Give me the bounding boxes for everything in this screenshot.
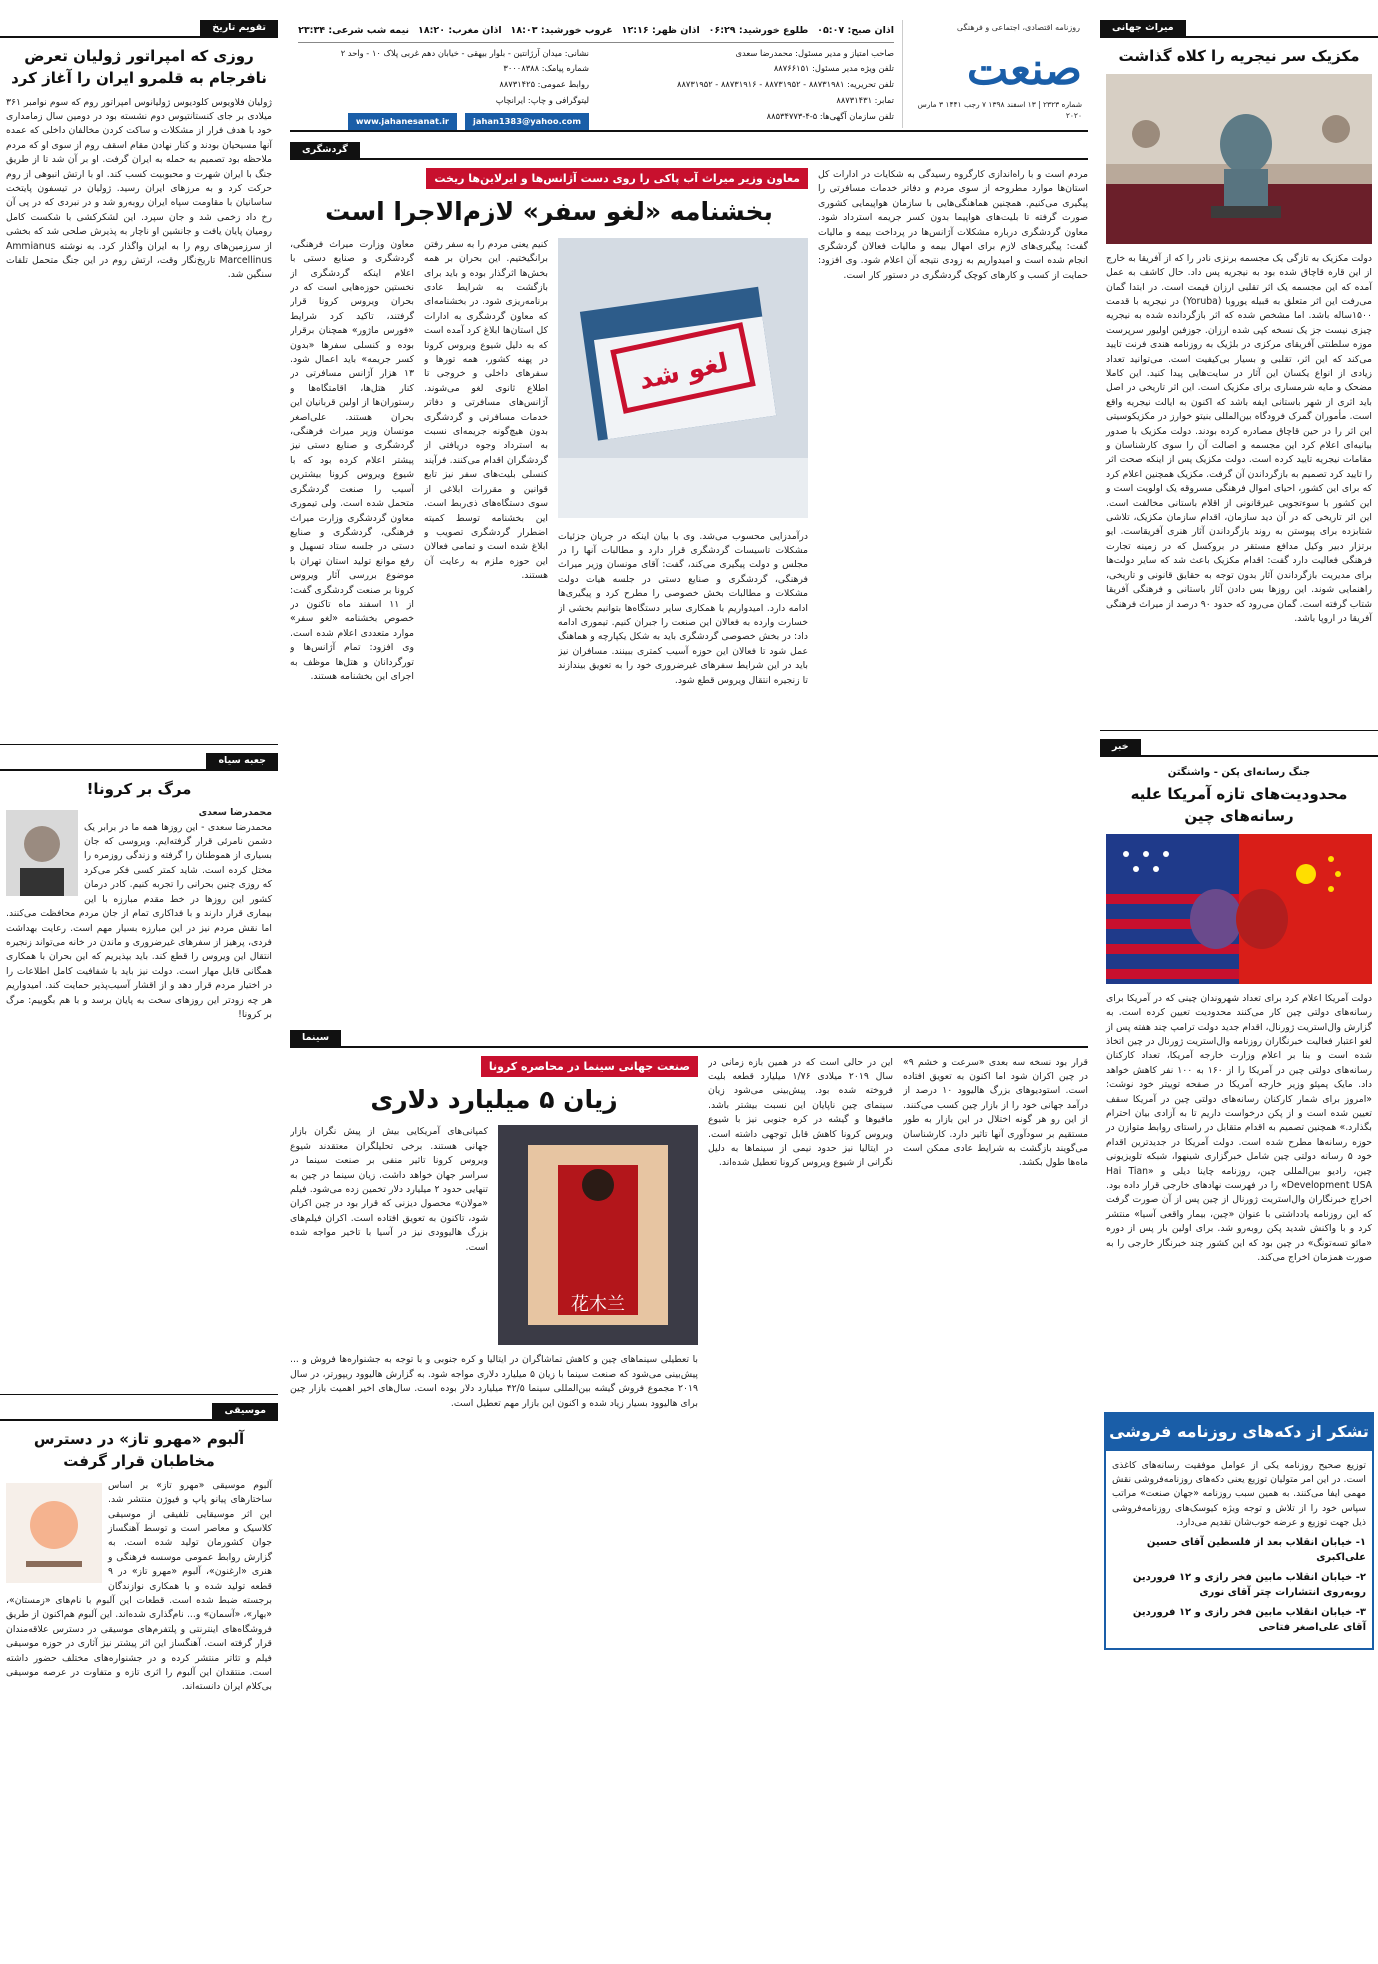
masthead-info <box>290 20 902 130</box>
article-column: مردم است و با راه‌اندازی کارگروه رسیدگی به شکایات در ادارات کل استان‌ها موارد مطروحه از سوی مردم و دفاتر خدمات مسافرتی را پیگیری می‌کنیم. همچنین هماهنگی‌هایی با سازمان هواپیمایی کشوری صورت گرفته تا بلیت‌های هواپیما بدون کسر جریمه استرداد شود. معاون گردشگری درباره مشکلات آژانس‌ها در پرداخت بیمه و مالیات گفت: پیگیری‌های لازم برای امهال بیمه و مالیات فعالان گردشگری انجام شده است و امیدواریم به زودی نتیجه آن اعلام شود. وی افزود: حمایت از کسب و کارهای کوچک گردشگری در دستور کار است. <box>818 169 1088 281</box>
issue-date: شماره ۲۳۲۳ | ۱۳ اسفند ۱۳۹۸ ۷ رجب ۱۴۴۱ ۳ مارس ۲۰۲۰ <box>917 99 1082 121</box>
story-kicker: معاون وزیر میراث آب پاکی را روی دست آژانس‌ها و ایرلاین‌ها ریخت <box>426 168 808 189</box>
section-tag: سینما <box>290 1030 1088 1048</box>
article-body: آلبوم موسیقی «مهرو تاز» بر اساس ساختارهای پیانو پاپ و فیوژن منتشر شد. این اثر موسیقایی تلفیقی از موسیقی کلاسیک و معاصر است و توسط آهنگساز جوان کشورمان تولید شده است. به گزارش روابط عمومی موسسه فرهنگی و هنری «ارغنون»، آلبوم «مهرو تاز» در ۹ قطعه تولید شده و با همکاری نوازندگان برجسته ضبط شده است. قطعات این آلبوم با نام‌های «زمستان»، «بهار»، «آسمان» و... نام‌گذاری شده‌اند. این آلبوم هم‌اکنون از طریق فروشگاه‌های اینترنتی و پلتفرم‌های موسیقی در دسترس علاقه‌مندان قرار گرفته است. آهنگساز این اثر پیشتر نیز آثاری در حوزه موسیقی فیلم و تئاتر منتشر کرده و در جشنواره‌های مختلف حضور داشته است. منتقدان این آلبوم را اثری تازه و متفاوت در عرصه موسیقی بی‌کلام ایران دانسته‌اند. <box>6 1479 272 1693</box>
left-rail <box>0 20 278 1964</box>
cancelled-passport-illustration <box>558 238 808 518</box>
article-column: با تعطیلی سینماهای چین و کاهش تماشاگران در ایتالیا و کره جنوبی و با توجه به جشنواره‌ها فروش و ... پیش‌بینی می‌شود که صنعت سینما با زیان ۵ میلیارد دلاری مواجه شود. به گزارش هالیوود ریپورتر، در سال ۲۰۱۹ مجموع فروش گیشه بین‌المللی سینما ۴۲/۵ میلیارد دلار بوده است. سال‌های اخیر اهمیت بازار چین برای هالیوود بسیار زیاد شده و اکنون این بازار مهم تعطیل است. <box>290 1354 698 1409</box>
article-column: کنیم یعنی مردم را به سفر رفتن برانگیختیم. این بحران بر همه بخش‌ها اثرگذار بوده و باید برای بازگشت به شرایط عادی برنامه‌ریزی شود. در بخشنامه‌ای که معاون گردشگری به ادارات کل استان‌ها ابلاغ کرد آمده است که به دلیل شیوع ویروس کرونا در پهنه کشور، همه تورها و سفرهای داخلی و خروجی تا اطلاع ثانوی لغو می‌شوند. آژانس‌های مسافرتی و دفاتر خدمات مسافرتی و گردشگری بدون هیچ‌گونه جریمه‌ای نسبت به استرداد وجوه دریافتی از گردشگران اقدام می‌کنند. فرآیند کنسلی بلیت‌های سفر نیز تابع قوانین و مقررات ابلاغی از سوی دستگاه‌های ذی‌ربط است. این بخشنامه توسط کمیته اضطرار گردشگری تصویب و ابلاغ شده است و تمامی فعالان این حوزه ملزم به رعایت آن هستند. <box>424 238 548 582</box>
statue-photo <box>1106 74 1372 244</box>
lead-story-main <box>290 168 808 1020</box>
divider <box>0 744 278 745</box>
prayer-times: اذان صبح: ۰۵:۰۷ طلوع خورشید: ۰۶:۲۹ اذان ظهر: ۱۲:۱۶ غروب خورشید: ۱۸:۰۳ اذان مغرب: ۱۸:۲۰ نیمه شب شرعی: ۲۳:۳۴ <box>298 24 894 43</box>
logo-block <box>902 20 1088 128</box>
album-cover-illustration <box>6 1483 102 1583</box>
section-tag: موسیقی <box>0 1403 278 1421</box>
article-body: محمدرضا سعدی محمدرضا سعدی - این روزها همه ما در برابر یک دشمن نامرئی قرار گرفته‌ایم. ویروسی که جان بسیاری از هموطنان را گرفته و زندگی روزمره را مختل کرده است. شاید کمتر کسی فکر می‌کرد که روزی چنین بحرانی را تجربه کنیم. کادر درمان کشور این روزها در خط مقدم مبارزه با این بیماری قرار دارند و با فداکاری تمام از جان مردم محافظت می‌کنند. اما نقش مردم نیز در این مبارزه بسیار مهم است. رعایت بهداشت فردی، پرهیز از سفرهای غیرضروری و ماندن در خانه می‌تواند زنجیره انتقال این ویروس را قطع کند. باید بپذیریم که این بحران با همکاری همگانی قابل مهار است. دولت نیز باید با شفافیت کامل اطلاعات را در اختیار مردم قرار دهد و از اقشار آسیب‌پذیر حمایت کند. امیدواریم هر چه زودتر این روزهای سخت به پایان برسد و با هم بگوییم: مرگ بر کرونا! <box>6 807 272 1020</box>
story-kicker: صنعت جهانی سینما در محاصره کرونا <box>481 1056 698 1077</box>
article-body: دولت مکزیک به تازگی یک مجسمه برنزی نادر را که از آفریقا به خارج از این قاره قاچاق شده بود به نیجریه پس داد. حال کاشف به عمل آمده که این مجسمه یک اثر تقلبی ارزان قیمت است. در ابتدا گمان می‌رفت این اثر متعلق به قبیله یوروبا (Yoruba) در نیجریه با قدمت ۱۵۰۰ساله باشد. اما مشخص شده که اثر بازگردانده شده به نیجریه چیزی نیست جز یک نسخه کپی شده ارزان. جوزفین اولیور سرپرست موزه سلطنتی آفریقای مرکزی در بلژیک به روزنامه هندی فرنت تایید می‌کند که این اثر، تقلبی و بسیار بی‌کیفیت است. می‌توانید تعداد زیادی از انواع یکسان این آثار در سایت‌هایی پیدا کنید. این کاملا مضحک و مایه شرمساری برای مکزیک است. این اثر تاریخی در اصل باید اثری از شهر باستانی ایفه باشد که اکنون به ایالت نیجریه واقع است. مأموران گمرک فرودگاه بین‌المللی بنیتو خوارز در مکزیکوسیتی این اثر را در حین قاچاق مصادره کرده بودند. دولت مکزیک با صدور بیانیه‌ای اعلام کرد این مجسمه و اصالت آن را سوی کارشناسان و مقامات نیجریه تایید کرده است. دولت مکزیک پس از اینکه صحت اثر را تایید کرد تصمیم به بازگرداندن آن گرفت. مکزیک همچنین اعلام کرد که برای این کشور، احیای اموال فرهنگی مسروقه یک اولویت است و این کشور با سوء‌تجویی غیرقانونی از اقلام باستانی مخالفت است. این اثر تاریخی که در آن دید سازمان، اقدام سازمان مکزیک، تلاشی شتابزده برای پیوستن به روند بازگرداندن آثار هنری آفریقاست. ایو برتزار دبیر وکیل مدافع مستقر در بروکسل که در زمینه تجارت فرهنگی فعالیت دارد گفت: اقدام مکزیک باعث شد که سایر دولت‌ها برای مدیریت بازگرداندن آثار بدون توجه به حقایق قانونی و تاریخی، راهنمایی شوند. این روزها بس دادن آثار باستانی و فرهنگی آفریقا شتاب گرفته است. گمان می‌رود که حدود ۹۰ درصد از میراث فرهنگی آفریقا در اروپا باشد. <box>1106 252 1372 624</box>
divider <box>0 1394 278 1395</box>
article-column: این در حالی است که در همین بازه زمانی در سال ۲۰۱۹ میلادی ۱/۷۶ میلیارد قطعه بلیت فروخته شده بود. پیش‌بینی می‌شود زیان سینمای چین ناپایان این نسبت بیشتر باشد. مافیوها و گیشه در کره جنوبی نیز با شیوع ویروس کرونا کاهش قابل توجهی داشته است. در ایتالیا نیز حدود نیمی از سینماها به دلیل نگرانی از شیوع ویروس کرونا تعطیل شده‌اند. <box>708 1056 893 1169</box>
poster-caption: 花木兰 <box>571 1294 625 1316</box>
story-headline: بخشنامه «لغو سفر» لازم‌الاجرا است <box>325 197 773 227</box>
article-title: مکزیک سر نیجریه را کلاه گذاشت <box>1118 47 1360 65</box>
story-headline: زیان ۵ میلیارد دلاری <box>370 1084 618 1114</box>
avatar <box>6 810 78 896</box>
article-kicker: جنگ رسانه‌ای پکن - واشنگتن <box>1167 766 1311 778</box>
article-title: مرگ بر کرونا! <box>86 779 192 798</box>
section-tag: گردشگری <box>290 142 1088 160</box>
masthead <box>290 20 1088 132</box>
article-title: آلبوم «مهرو تاز» در دسترس مخاطبان قرار گرفت <box>33 1430 245 1470</box>
article-title: روزی که امپراتور ژولیان تعرض نافرجام به قلمرو ایران را آغاز کرد <box>11 47 267 87</box>
article-column: معاون وزارت میراث فرهنگی، گردشگری و صنایع دستی با اعلام اینکه گردشگری از نخستین حوزه‌هایی است که در بحران ویروس کرونا قرار گرفتند، تاکید کرد شرایط «فورس ماژور» همچنان برقرار بوده و کنسلی سفرها «بدون کسر جریمه» باید اعمال شود. ۱۳ هزار آژانس مسافرتی در کنار هتل‌ها، اقامتگاه‌ها و رستوران‌ها از اولین قربانیان این بحران هستند. علی‌اصغر مونسان وزیر میراث فرهنگی، گردشگری و صنایع دستی نیز پیشتر اعلام کرده بود که با شیوع ویروس کرونا بیشترین آسیب را صنعت گردشگری متحمل شده است. ولی تیموری معاون گردشگری وزارت میراث فرهنگی، گردشگری و صنایع دستی در جلسه ستاد تسهیل و رفع موانع تولید استان تهران با موضوع بررسی آثار ویروس کرونا بر صنعت گردشگری گفت: از ۱۱ اسفند ماه تاکنون در خصوص بخشنامه «لغو سفر» موارد متعددی اعلام شده است. وی افزود: تمام آژانس‌ها و تورگردانان و هتل‌ها موظف به اجرای این بخشنامه هستند. <box>290 238 414 682</box>
thanks-body: توزیع صحیح روزنامه یکی از عوامل موفقیت رسانه‌های کاغذی است. در این امر متولیان توزیع یعنی دکه‌های روزنامه‌فروشی نقش مهمی ایفا می‌کنند. به همین سبب روزنامه «جهان صنعت» مراتب سپاس خود را از تلاش و توجه ویژه کیوسک‌های روزنامه‌فروشی ذیل جهت توزیع و عرضه خوب‌شان تقدیم می‌دارد. <box>1112 1459 1366 1529</box>
kiosk-item: ۱- خیابان انقلاب بعد از فلسطین آقای حسین علی‌اکبری <box>1146 1536 1366 1564</box>
kiosk-item: ۲- خیابان انقلاب مابین فخر رازی و ۱۲ فروردین روبه‌روی انتشارات چتر آقای نوری <box>1132 1571 1366 1599</box>
kiosk-item: ۳- خیابان انقلاب مابین فخر رازی و ۱۲ فروردین آقای علی‌اصغر فتاحی <box>1132 1606 1366 1634</box>
brand-tagline: روزنامه اقتصادی، اجتماعی و فرهنگی <box>956 23 1080 32</box>
lead-story-left <box>818 168 1088 1020</box>
center-column <box>290 20 1088 1964</box>
section-tag: تقویم تاریخ <box>0 20 278 38</box>
divider <box>1100 730 1378 731</box>
article-body: ژولیان فلاویوس کلودیوس ژولیانوس امپراتور روم که سوم نوامبر ۳۶۱ میلادی بر جای کنستانتیوس دوم نشسته بود در دومین سال زمامداری خود با هدف فرار از مشکلات و ساکت کردن مخالفان داخلی که عمده آنها مسیحیان بودند و کنار نهادن مقام اسقف روم از سوی او که مردم ملاحظه بود تصمیم به حمله به ایران گرفت. او بر آن شد تا از طریق جنگ با ایران شهرت و محبوبیت کسب کند. او با ارتش انبوهی از روم حرکت کرد و به مرزهای ایران رسید. ژولیان در تیسفون پایتخت ساسانیان با مقاومت سپاه ایران روبه‌رو شد و در نبردی که در پی آن رخ داد زخمی شد و جان سپرد. این لشکرکشی با شکست کامل رومیان پایان یافت و جانشین او ناچار به پذیرش صلحی شد که بخشی از سرزمین‌های روم را به ایران واگذار کرد. به نوشته Ammianus Marcellinus تاریخ‌نگار وقت، ارتش روم در این جنگ متحمل تلفات سنگین شد. <box>6 96 272 281</box>
right-rail <box>1100 20 1378 1964</box>
contact-info: صاحب امتیاز و مدیر مسئول: محمدرضا سعدی تلفن ویژه مدیر مسئول: ۸۸۷۶۶۱۵۱ تلفن تحریریه: ۸۸۷۳۱۹۸۱ - ۸۸۷۳۱۹۵۲ - ۸۸۷۳۱۹۱۶ - ۸۸۷۳۱۹۵۲ تمابر: ۸۸۷۳۱۴۳۱ تلفن سازمان آگهی‌ها: ۵-۴-۸۸۵۳۴۷۷۳ نشانی: میدان آرژانتین - بلوار بیهقی - خیابان دهم غربی پلاک ۱۰ - واحد ۲ شماره پیامک: ۳۰۰۰۸۳۸۸ روابط عمومی: ۸۸۷۳۱۴۲۵ لیتوگرافی و چاپ: ایرانچاپ jahan1383@yahoo.com www.jahanesanat.ir <box>298 46 894 131</box>
article-body: دولت آمریکا اعلام کرد برای تعداد شهروندان چینی که در آمریکا برای رسانه‌های دولتی چین کار می‌کنند محدودیت تعیین کرده است. به گزارش وال‌استریت ژورنال، اقدام جدید دولت ترامپ چند هفته پس از لغو اعتبار فعالیت خبرنگاران روزنامه وال‌استریت ژورنال در چین اتخاذ شده است و بنا بر اعلام وزارت خارجه آمریکا، تعداد کارکنان رسانه‌های دولتی چین در آمریکا را از ۱۶۰ به ۱۰۰ نفر کاهش خواهد داد. مایک پمپئو وزیر خارجه آمریکا در صفحه توییتر خود نوشت: «امروز برای شمار کارکنان رسانه‌های دولتی چین در آمریکا سقف تعیین شده است و از پکن درخواست داریم تا به آزادی بیان احترام بگذارد.» همچنین تصمیم به اقدام متقابل در راستای روابط متوازن در حوزه رسانه‌ها مطرح شده است. دولت آمریکا در جدید‌ترین اقدام خود ۵ رسانه دولتی چین شامل خبرگزاری شینهوا، شبکه تلویزیونی چین، رادیو بین‌المللی چین، روزنامه چاینا دیلی و «Hai Tian Development USA» را در فهرست نهادهای خارجی قرار داده بود. اخراج خبرنگاران وال‌استریت ژورنال از چین پس از آن صورت گرفت که این روزنامه یادداشتی با عنوان «چین، بیمار واقعی آسیا» منتشر کرد و با واکنش شدید پکن روبه‌رو شد. برای اولین بار پس از دوره «مائو تسه‌تونگ» در چین بود که این کشور چند خبرنگار خارجی را به صورت همزمان اخراج می‌کند. <box>1106 992 1373 1264</box>
lead-story <box>290 168 1088 1020</box>
article-column: درآمدزایی محسوب می‌شد. وی با بیان اینکه در جریان جزئیات مشکلات تاسیسات گردشگری قرار دارد و مطالبات آنها را در مجلس و دولت پیگیری می‌کند، گفت: آقای مونسان وزیر میراث فرهنگی، گردشگری و صنایع دستی در جلسه هیات دولت مشکلات و مطالبات بخش خصوصی را مطرح کرد و پیگیری‌ها ادامه دارد. امیدواریم با همکاری سایر دستگاه‌ها بتوانیم بخشی از خسارت وارده به فعالان این صنعت را جبران کنیم. تیموری ادامه داد: در بخش خصوصی گردشگری باید به شکل یکپارچه و هماهنگ عمل شود تا فعالان این حوزه آسیب کمتری ببینند. مسافران نیز باید در این شرایط سفرهای غیرضروری خود را به تعویق بیندازند تا زنجیره انتقال ویروس قطع شود. <box>558 530 808 686</box>
album-cover <box>6 1483 102 1583</box>
flags-photo <box>1106 834 1372 984</box>
flags-fists-illustration <box>1106 834 1372 984</box>
author-portrait <box>6 810 78 896</box>
cinema-story <box>290 1056 1088 1914</box>
statue-illustration <box>1106 74 1372 244</box>
passport-photo <box>558 238 808 1020</box>
kiosk-list <box>1112 1535 1366 1636</box>
film-poster-illustration <box>498 1125 698 1345</box>
mulan-poster <box>498 1125 698 1345</box>
section-tag: خبر <box>1100 739 1378 757</box>
article-title: محدودیت‌های تازه آمریکا علیه رسانه‌های چین <box>1130 785 1348 825</box>
section-tag: میراث جهانی <box>1100 20 1378 38</box>
article-column: کمپانی‌های آمریکایی بیش از پیش نگران بازار جهانی هستند. برخی تحلیلگران معتقدند شیوع ویروس کرونا تاثیر منفی بر صنعت سینما در سراسر جهان خواهد داشت. زیان سینما در چین به تنهایی حدود ۲ میلیارد دلار تخمین زده می‌شود. فیلم «مولان» محصول دیزنی که قرار بود در چین اکران شود، تاکنون به تعویق افتاده است. اکران فیلم‌های بزرگ هالیوودی نیز در آسیا با تاخیر مواجه شده است. <box>290 1126 488 1253</box>
section-tag: جعبه سیاه <box>0 753 278 771</box>
web-bar <box>298 113 589 131</box>
article-column: قرار بود نسخه سه بعدی «سرعت و خشم ۹» در چین اکران شود اما اکنون به تعویق افتاده است. استودیوهای بزرگ هالیوود ۱۰ درصد از درآمد جهانی خود را از بازار چین کسب می‌کنند. از این رو هر گونه اختلال در این بازار به طور مستقیم بر سودآوری آنها تاثیر دارد. کارشناسان می‌گویند بازگشت به شرایط عادی ممکن است ماه‌ها طول بکشد. <box>903 1056 1088 1169</box>
thanks-title: تشکر از دکه‌های روزنامه فروشی <box>1106 1414 1372 1451</box>
email-link[interactable]: jahan1383@yahoo.com <box>465 113 589 131</box>
thanks-box <box>1104 1412 1374 1650</box>
author-name: محمدرضا سعدی <box>198 807 272 819</box>
website-link[interactable]: www.jahanesanat.ir <box>348 113 457 131</box>
brand-logo: صنعت <box>966 44 1082 95</box>
stamp-text: لغو شد <box>636 347 732 396</box>
